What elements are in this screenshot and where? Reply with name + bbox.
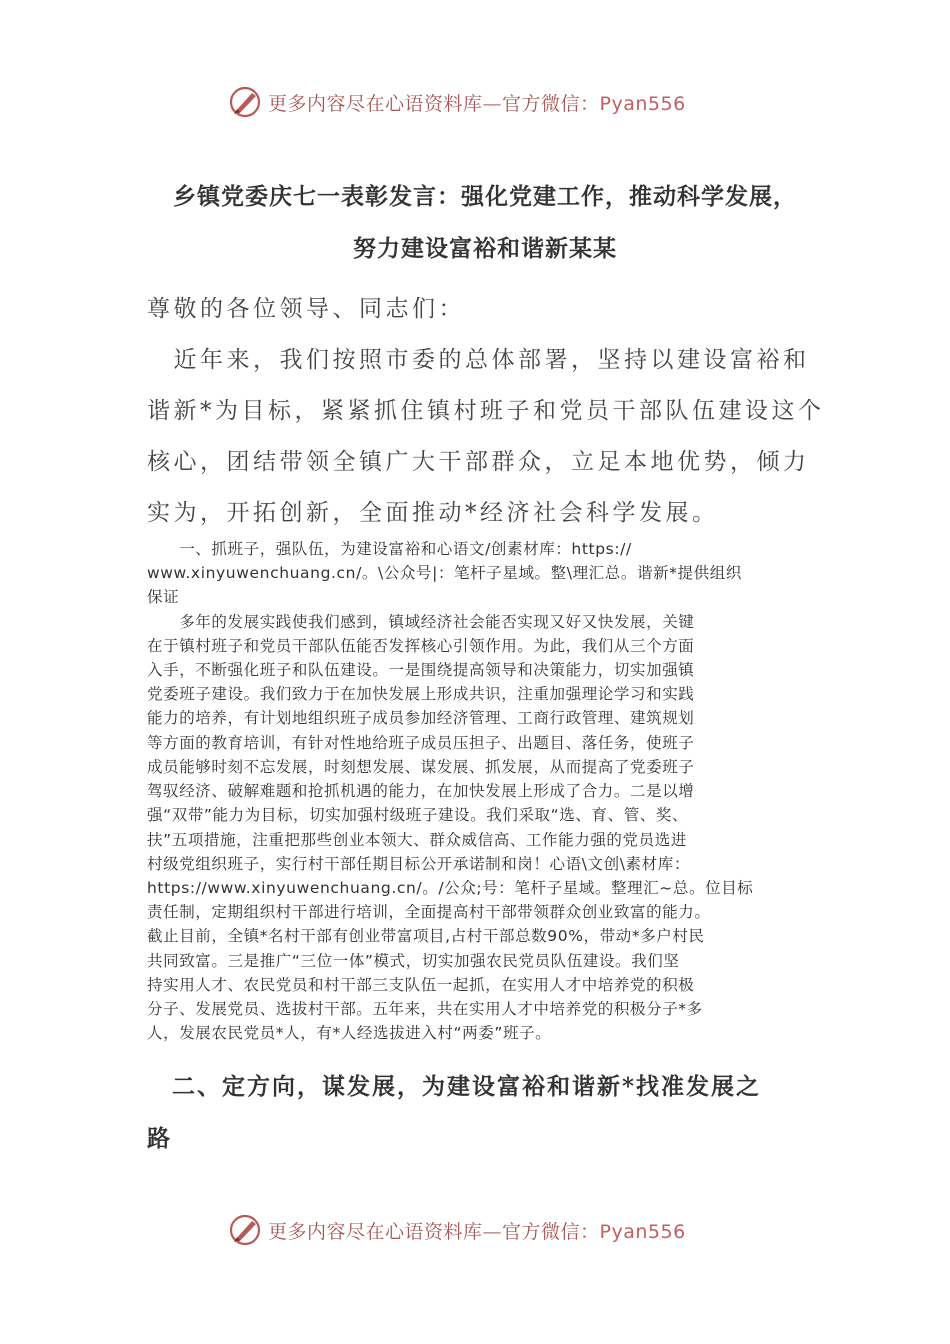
banner-text: 更多内容尽在心语资料库—官方微信：Pyan556 bbox=[268, 92, 686, 115]
section1-line: 一、抓班子，强队伍，为建设富裕和心语文/创素材库：https:// bbox=[147, 540, 632, 558]
intro-line: 近年来，我们按照市委的总体部署，坚持以建设富裕和 bbox=[147, 347, 810, 373]
section1-line: 多年的发展实践使我们感到，镇域经济社会能否实现又好又快发展，关键 bbox=[147, 613, 695, 631]
pen-circle-icon bbox=[228, 85, 262, 119]
section1-line: 入手，不断强化班子和队伍建设。一是围绕提高领导和决策能力，切实加强镇 bbox=[147, 661, 695, 679]
document-title-line-1: 乡镇党委庆七一表彰发言：强化党建工作，推动科学发展， bbox=[173, 183, 797, 210]
section1-line: 党委班子建设。我们致力于在加快发展上形成共识，注重加强理论学习和实践 bbox=[147, 685, 695, 703]
intro-line: 核心，团结带领全镇广大干部群众，立足本地优势，倾力 bbox=[147, 449, 810, 475]
intro-line: 谐新*为目标，紧紧抓住镇村班子和党员干部队伍建设这个 bbox=[147, 398, 825, 424]
section1-line: 人，发展农民党员*人，有*人经选拔进入村“两委”班子。 bbox=[147, 1024, 552, 1042]
section1-line: 责任制，定期组织村干部进行培训，全面提高村干部带领群众创业致富的能力。 bbox=[147, 903, 711, 921]
section1-line: 成员能够时刻不忘发展，时刻想发展、谋发展、抓发展，从而提高了党委班子 bbox=[147, 758, 695, 776]
footer-banner bbox=[228, 1210, 728, 1250]
document-title-line-2: 努力建设富裕和谐新某某 bbox=[353, 235, 617, 262]
section1-line: 强“双带”能力为目标，切实加强村级班子建设。我们采取“选、育、管、奖、 bbox=[147, 806, 689, 824]
section1-line: 在于镇村班子和党员干部队伍能否发挥核心引领作用。为此，我们从三个方面 bbox=[147, 637, 695, 655]
pen-circle-icon bbox=[228, 1213, 262, 1247]
intro-line: 实为，开拓创新，全面推动*经济社会科学发展。 bbox=[147, 500, 719, 526]
section1-line: 能力的培养，有计划地组织班子成员参加经济管理、工商行政管理、建筑规划 bbox=[147, 709, 695, 727]
section1-line: 驾驭经济、破解难题和抢抓机遇的能力，在加快发展上形成了合力。二是以增 bbox=[147, 782, 695, 800]
section1-line: 村级党组织班子，实行村干部任期目标公开承诺制和岗！心语\文创\素材库： bbox=[147, 855, 690, 873]
salutation: 尊敬的各位领导、同志们： bbox=[147, 296, 465, 322]
section1-line: 保证 bbox=[147, 588, 180, 606]
section2-heading-line-1: 二、定方向，谋发展，为建设富裕和谐新*找准发展之 bbox=[147, 1073, 762, 1100]
banner-text: 更多内容尽在心语资料库—官方微信：Pyan556 bbox=[268, 1220, 686, 1243]
section1-line: 分子、发展党员、选拔村干部。五年来，共在实用人才中培养党的积极分子*多 bbox=[147, 1000, 703, 1018]
section1-line: 扶”五项措施，注重把那些创业本领大、群众威信高、工作能力强的党员选进 bbox=[147, 831, 687, 849]
section2-heading-line-2: 路 bbox=[147, 1125, 172, 1152]
section1-line: 持实用人才、农民党员和村干部三支队伍一起抓，在实用人才中培养党的积极 bbox=[147, 976, 695, 994]
section1-line: www.xinyuwenchuang.cn/。\公众号|：笔杆子星域。整\理汇总。谐新*提供组织 bbox=[147, 564, 742, 582]
section1-line: 截止目前，全镇*名村干部有创业带富项目,占村干部总数90%，带动*多户村民 bbox=[147, 927, 705, 945]
section1-line: 共同致富。三是推广“三位一体”模式，切实加强农民党员队伍建设。我们坚 bbox=[147, 952, 680, 970]
section1-line: 等方面的教育培训，有针对性地给班子成员压担子、出题目、落任务，使班子 bbox=[147, 734, 695, 752]
header-banner bbox=[228, 82, 728, 122]
section1-line: https://www.xinyuwenchuang.cn/。/公众;号：笔杆子星域。整理汇~总。位目标 bbox=[147, 879, 754, 897]
